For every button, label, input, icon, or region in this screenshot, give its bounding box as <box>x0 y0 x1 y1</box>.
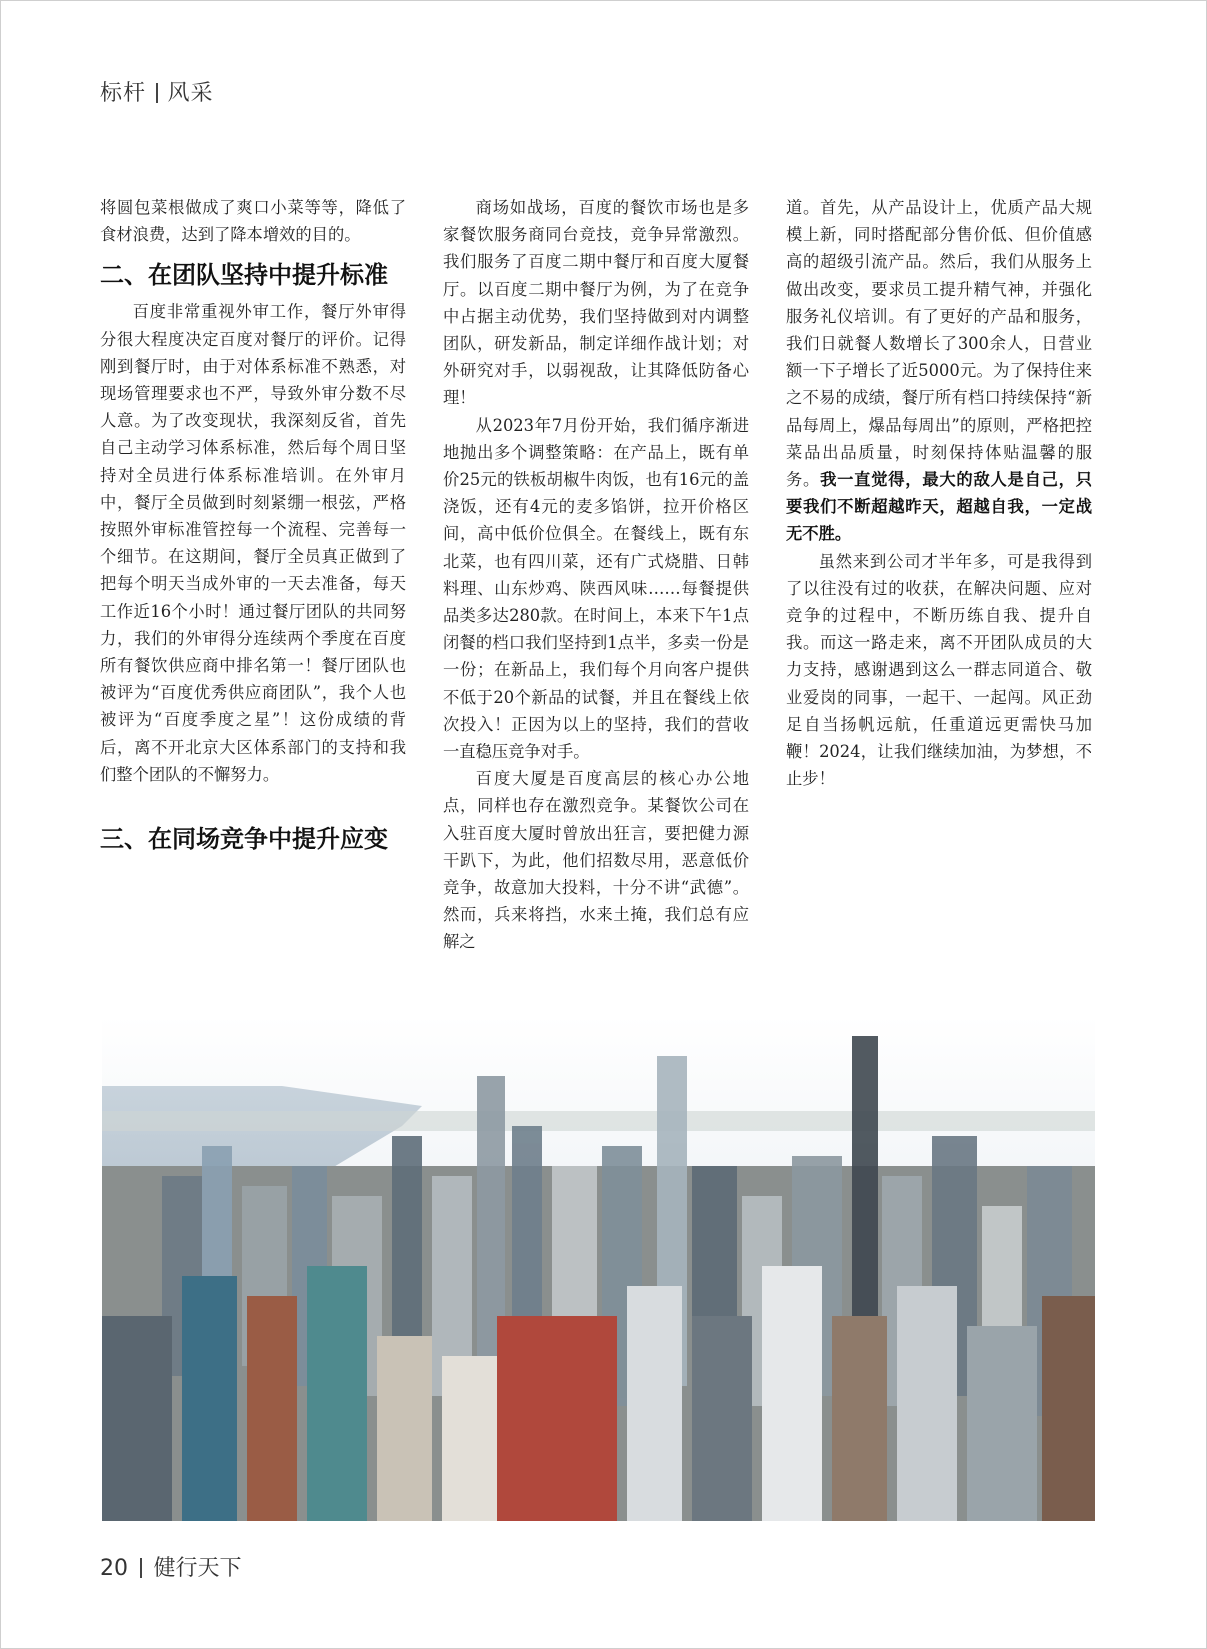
paragraph: 将圆包菜根做成了爽口小菜等等，降低了食材浪费，达到了降本增效的目的。 <box>100 198 406 245</box>
paragraph: 商场如战场，百度的餐饮市场也是多家餐饮服务商同台竞技，竞争异常激烈。我们服务了百度二期中餐厅和百度大厦餐厅。以百度二期中餐厅为例，为了在竞争中占据主动优势，我们坚持做到对内调整团队，研发新品，制定详细作战计划；对外研究对手，以弱视敌，让其降低防备心理！ <box>443 198 749 408</box>
header-divider <box>156 83 158 103</box>
page-number: 20 <box>100 1556 128 1581</box>
paragraph: 虽然来到公司才半年多，可是我得到了以往没有过的收获，在解决问题、应对竞争的过程中，不断历练自我、提升自我。而这一路走来，离不开团队成员的大力支持，感谢遇到这么一群志同道合、敬业爱岗的同事，一起干、一起闯。风正劲足自当扬帆远航，任重道远更需快马加鞭！2024，让我们继续加油，为梦想，不止步！ <box>786 551 1092 789</box>
text-column-1 <box>100 194 406 862</box>
paragraph-text: 道。首先，从产品设计上，优质产品大规模上新，同时搭配部分售价低、但价值感高的超级引流产品。然后，我们从服务上做出改变，要求员工提升精气神，并强化服务礼仪培训。有了更好的产品和服务，我们日就餐人数增长了300余人，日营业额一下子增长了近5000元。为了保持住来之不易的成绩，餐厅所有档口持续保持“新品每周上，爆品每周出”的原则，严格把控菜品出品质量，时刻保持体贴温馨的服务。 <box>786 198 1092 490</box>
text-column-3 <box>786 194 1092 792</box>
running-footer <box>100 1551 242 1582</box>
section-heading-2: 二、在团队坚持中提升标准 <box>100 261 388 290</box>
city-skyline-photo <box>102 1016 1095 1521</box>
skyline-illustration <box>102 1016 1095 1521</box>
paragraph: 百度大厦是百度高层的核心办公地点，同样也存在激烈竞争。某餐饮公司在入驻百度大厦时曾放出狂言，要把健力源干趴下，为此，他们招数尽用，恶意低价竞争，故意加大投料，十分不讲“武德”。然而，兵来将挡，水来土掩，我们总有应解之 <box>443 769 749 952</box>
header-subsection: 风采 <box>167 81 214 106</box>
paragraph: 百度非常重视外审工作，餐厅外审得分很大程度决定百度对餐厅的评价。记得刚到餐厅时，由于对体系标准不熟悉，对现场管理要求也不严，导致外审分数不尽人意。为了改变现状，我深刻反省，首先自己主动学习体系标准，然后每个周日坚持对全员进行体系标准培训。在外审月中，餐厅全员做到时刻紧绷一根弦，严格按照外审标准管控每一个流程、完善每一个细节。在这期间，餐厅全员真正做到了把每个明天当成外审的一天去准备，每天工作近16个小时！通过餐厅团队的共同努力，我们的外审得分连续两个季度在百度所有餐饮供应商中排名第一！餐厅团队也被评为“百度优秀供应商团队”，我个人也被评为“百度季度之星”！这份成绩的背后，离不开北京大区体系部门的支持和我们整个团队的不懈努力。 <box>100 302 406 784</box>
emphasis-text: 我一直觉得，最大的敌人是自己，只要我们不断超越昨天，超越自我，一定战无不胜。 <box>786 470 1092 544</box>
paragraph: 从2023年7月份开始，我们循序渐进地抛出多个调整策略：在产品上，既有单价25元的铁板胡椒牛肉饭，也有16元的盖浇饭，还有4元的麦多馅饼，拉开价格区间，高中低价位俱全。在餐线上，既有东北菜，也有四川菜，还有广式烧腊、日韩料理、山东炒鸡、陕西风味……每餐提供品类多达280款。在时间上，本来下午1点闭餐的档口我们坚持到1点半，多卖一份是一份；在新品上，我们每个月向客户提供不低于20个新品的试餐，并且在餐线上依次投入！正因为以上的坚持，我们的营收一直稳压竞争对手。 <box>443 415 749 762</box>
header-section: 标杆 <box>100 81 147 106</box>
text-column-2 <box>443 194 749 956</box>
magazine-name: 健行天下 <box>153 1556 242 1581</box>
paragraph <box>786 194 1092 548</box>
running-header <box>100 76 214 107</box>
footer-divider <box>140 1558 142 1578</box>
section-heading-3: 三、在同场竞争中提升应变 <box>100 825 388 854</box>
